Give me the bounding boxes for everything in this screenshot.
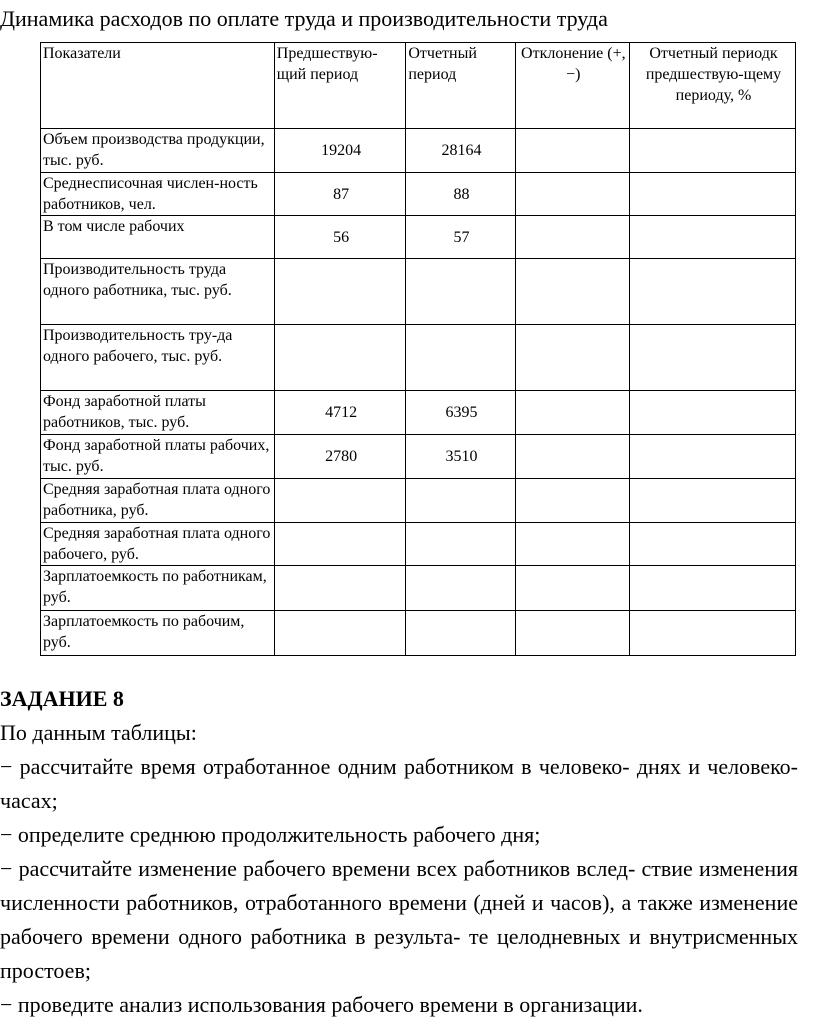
cell-previous-period	[274, 566, 406, 611]
task-intro: По данным таблицы:	[0, 720, 197, 745]
cell-previous-period: 2780	[274, 435, 406, 479]
cell-percent-ratio	[630, 479, 796, 523]
task-section	[0, 668, 798, 1022]
cell-previous-period	[274, 611, 406, 656]
cell-reporting-period: 88	[406, 173, 515, 216]
row-label: В том числе рабочих	[41, 216, 275, 259]
cell-reporting-period	[406, 479, 515, 523]
header-reporting-period: Отчетный период	[406, 43, 515, 129]
cell-reporting-period: 3510	[406, 435, 515, 479]
cell-previous-period: 4712	[274, 391, 406, 435]
cell-deviation	[515, 129, 629, 173]
task-item: − проведите анализ использования рабочего времени в организации.	[0, 992, 643, 1017]
table-row	[41, 566, 796, 611]
cell-deviation	[515, 566, 629, 611]
cell-percent-ratio	[630, 173, 796, 216]
cell-reporting-period	[406, 523, 515, 566]
task-item: − рассчитайте время отработанное одним работником в человеко- днях и человеко-часах;	[0, 754, 798, 813]
cell-reporting-period	[406, 325, 515, 391]
cell-reporting-period	[406, 259, 515, 325]
table-row	[41, 611, 796, 656]
cell-previous-period: 56	[274, 216, 406, 259]
table-row	[41, 523, 796, 566]
table-row	[41, 325, 796, 391]
cell-deviation	[515, 611, 629, 656]
cell-previous-period	[274, 325, 406, 391]
row-label: Производительность тру-да одного рабочего, тыс. руб.	[41, 325, 275, 391]
row-label: Средняя заработная плата одного работника, руб.	[41, 479, 275, 523]
cell-reporting-period	[406, 566, 515, 611]
cell-previous-period	[274, 259, 406, 325]
cell-reporting-period: 6395	[406, 391, 515, 435]
cell-deviation	[515, 391, 629, 435]
table-row	[41, 479, 796, 523]
cell-percent-ratio	[630, 566, 796, 611]
cell-reporting-period	[406, 611, 515, 656]
table-row	[41, 216, 796, 259]
row-label: Зарплатоемкость по рабочим, руб.	[41, 611, 275, 656]
cell-deviation	[515, 173, 629, 216]
cell-deviation	[515, 523, 629, 566]
header-indicators: Показатели	[41, 43, 275, 129]
table-row	[41, 129, 796, 173]
cell-deviation	[515, 325, 629, 391]
cell-percent-ratio	[630, 391, 796, 435]
row-label: Зарплатоемкость по работникам, руб.	[41, 566, 275, 611]
cell-percent-ratio	[630, 523, 796, 566]
table-row	[41, 259, 796, 325]
cell-previous-period: 87	[274, 173, 406, 216]
task-item: − определите среднюю продолжительность рабочего дня;	[0, 822, 541, 847]
task-heading: ЗАДАНИЕ 8	[0, 686, 124, 711]
row-label: Объем производства продукции, тыс. руб.	[41, 129, 275, 173]
cell-deviation	[515, 259, 629, 325]
cell-deviation	[515, 435, 629, 479]
header-deviation: Отклонение (+, −)	[515, 43, 629, 129]
header-previous-period: Предшествую-щий период	[274, 43, 406, 129]
cell-percent-ratio	[630, 129, 796, 173]
header-percent-ratio: Отчетный периодк предшествую-щему периоду, %	[630, 43, 796, 129]
row-label: Производительность труда одного работника, тыс. руб.	[41, 259, 275, 325]
cell-deviation	[515, 216, 629, 259]
cell-percent-ratio	[630, 216, 796, 259]
table-header-row	[41, 43, 796, 129]
cell-percent-ratio	[630, 435, 796, 479]
cell-percent-ratio	[630, 611, 796, 656]
row-label: Средняя заработная плата одного рабочего, руб.	[41, 523, 275, 566]
labor-costs-table	[40, 42, 796, 656]
cell-deviation	[515, 479, 629, 523]
row-label: Среднесписочная числен-ность работников, чел.	[41, 173, 275, 216]
table-row	[41, 391, 796, 435]
table-row	[41, 173, 796, 216]
cell-previous-period	[274, 523, 406, 566]
page-title: Динамика расходов по оплате труда и производительности труда	[0, 6, 608, 31]
cell-previous-period	[274, 479, 406, 523]
table-row	[41, 435, 796, 479]
task-item: − рассчитайте изменение рабочего времени всех работников вслед- ствие изменения численности работников, отработанного времени (дней и часов), а также изменение рабочего времени одного работника в результа- те целодневных и внутрисменных простоев;	[0, 856, 798, 983]
cell-reporting-period: 28164	[406, 129, 515, 173]
cell-previous-period: 19204	[274, 129, 406, 173]
row-label: Фонд заработной платы рабочих, тыс. руб.	[41, 435, 275, 479]
row-label: Фонд заработной платы работников, тыс. руб.	[41, 391, 275, 435]
cell-percent-ratio	[630, 259, 796, 325]
cell-percent-ratio	[630, 325, 796, 391]
cell-reporting-period: 57	[406, 216, 515, 259]
